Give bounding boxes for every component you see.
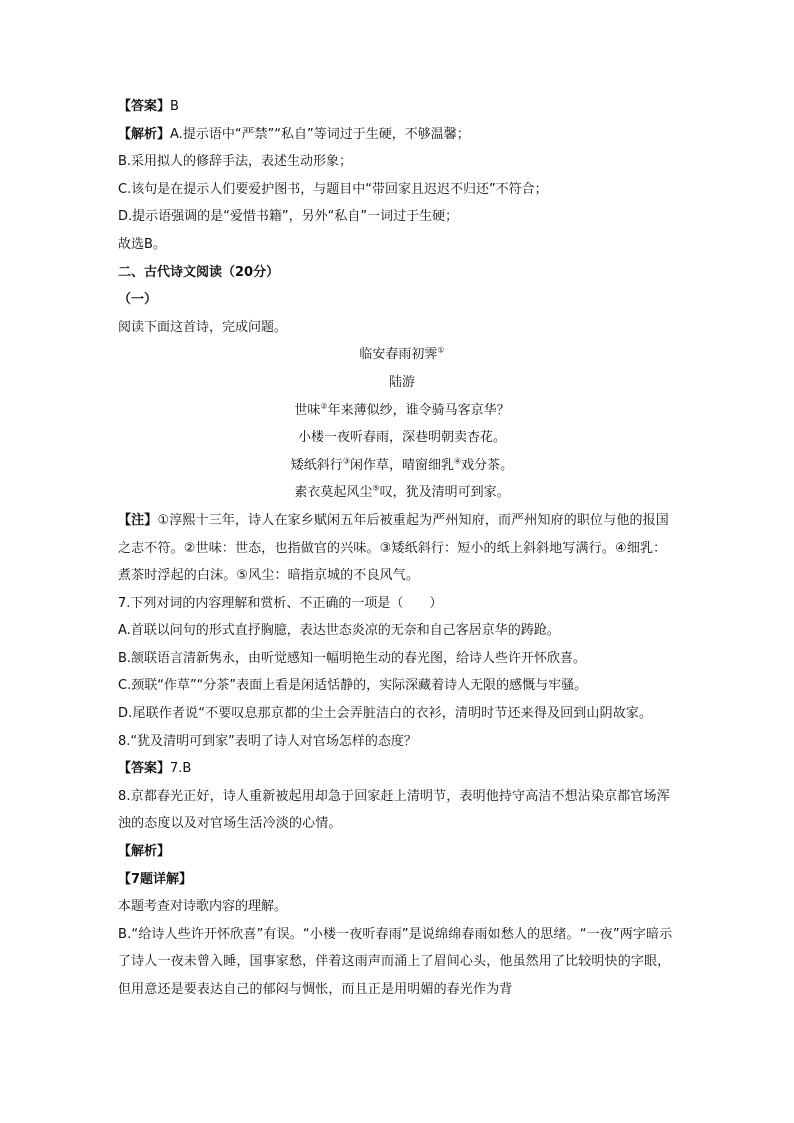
analysis-1-conclusion: 故选B。 xyxy=(118,236,166,252)
analysis-2-detail-label: 【7题详解】 xyxy=(118,871,193,887)
poem-text: 矮纸斜行 xyxy=(290,457,343,473)
section-instruction: 阅读下面这首诗，完成问题。 xyxy=(118,319,288,335)
poem-text: 素衣莫起风尘 xyxy=(294,485,373,501)
poem-notes xyxy=(118,507,678,590)
footnote-marker: ③ xyxy=(342,456,350,466)
answer-2 xyxy=(118,755,678,783)
footnote-marker: ① xyxy=(437,346,445,356)
poem-line-2: 小楼一夜听春雨，深巷明朝卖杏花。 xyxy=(297,430,506,446)
answer-label: 【答案】 xyxy=(118,99,171,114)
poem-text: 年来薄似纱，谁令骑马客京华？ xyxy=(327,402,510,418)
analysis-1-line-c: C.该句是在提示人们要爱护图书，与题目中“带回家且迟迟不归还”不符合； xyxy=(118,181,548,197)
footnote-marker: ② xyxy=(320,401,328,411)
poem-line-1 xyxy=(118,397,678,425)
poem-text: 闲作草，晴窗细乳 xyxy=(349,457,454,473)
poem-text: 世味 xyxy=(294,402,321,418)
question-7-option-a: A.首联以问句的形式直抒胸臆，表达世态炎凉的无奈和自己客居京华的踌跄。 xyxy=(118,623,560,639)
poem-text: 戏分茶。 xyxy=(461,457,514,473)
analysis-label: 【解析】 xyxy=(118,126,171,142)
question-8-stem: 8.“犹及清明可到家”表明了诗人对官场怎样的态度？ xyxy=(118,733,417,749)
answer-text: B xyxy=(170,99,179,114)
footnote-marker: ⑤ xyxy=(372,483,380,493)
analysis-1-line-a xyxy=(118,121,678,149)
section-subheading: （一） xyxy=(118,292,158,308)
section-heading: 二、古代诗文阅读（20分） xyxy=(118,264,280,280)
question-7-option-d: D.尾联作者说“不要叹息那京都的尘土会弄脏洁白的衣衫，清明时节还来得及回到山阴故家。 xyxy=(118,706,653,722)
analysis-2-label: 【解析】 xyxy=(118,844,171,860)
analysis-1-line-b: B.采用拟人的修辞手法，表述生动形象； xyxy=(118,154,353,170)
poem-text: 叹，犹及清明可到家。 xyxy=(379,485,510,501)
answer-label: 【答案】 xyxy=(118,761,171,777)
question-7-option-b: B.颔联语言清新隽永，由听觉感知一幅明艳生动的春光图，给诗人些许开怀欣喜。 xyxy=(118,650,587,666)
poem-line-3 xyxy=(118,452,678,480)
poem-title-text: 临安春雨初霁 xyxy=(359,347,438,363)
note-label: 【注】 xyxy=(118,512,158,528)
poem-author: 陆游 xyxy=(388,374,415,390)
note-text: ①淳熙十三年，诗人在家乡赋闲五年后被重起为严州知府，而严州知府的职位与他的报国之志不符。②世味：世态，也指做官的兴味。③矮纸斜行：短小的纸上斜斜地写满行。④细乳：煮茶时浮起的白沫。⑤风尘：暗指京城的不良风气。 xyxy=(118,512,669,584)
poem-title xyxy=(118,341,678,369)
question-7-stem: 7.下列对词的内容理解和赏析、不正确的一项是（ ） xyxy=(118,595,443,611)
analysis-1-line-d: D.提示语强调的是“爱惜书籍”，另外“私自”一词过于生硬； xyxy=(118,209,459,225)
answer-8-text: 8.京都春光正好，诗人重新被起用却急于回家赶上清明节，表明他持守高洁不想沾染京都官场浑浊的态度以及对官场生活冷淡的心情。 xyxy=(118,788,670,832)
analysis-text: A.提示语中“严禁”“私自”等词过于生硬，不够温馨； xyxy=(170,126,470,142)
analysis-2-intro: 本题考查对诗歌内容的理解。 xyxy=(118,899,288,915)
footnote-marker: ④ xyxy=(454,456,462,466)
poem-line-4 xyxy=(118,479,678,507)
document-page xyxy=(118,93,678,1004)
answer-1 xyxy=(118,93,678,121)
answer-text: 7.B xyxy=(170,761,192,777)
question-7-option-c: C.颈联“作草”“分茶”表面上看是闲适恬静的，实际深藏着诗人无限的感慨与牢骚。 xyxy=(118,678,588,694)
analysis-2-option-b: B.“给诗人些许开怀欣喜”有误。“小楼一夜听春雨”是说绵绵春雨如愁人的思绪。“一夜”两字暗示了诗人一夜未曾入睡，国事家愁，伴着这雨声而涌上了眉间心头，他虽然用了比较明快的字眼，但用意还是要表达自己的郁闷与惆怅，而且正是用明媚的春光作为背 xyxy=(118,926,673,997)
